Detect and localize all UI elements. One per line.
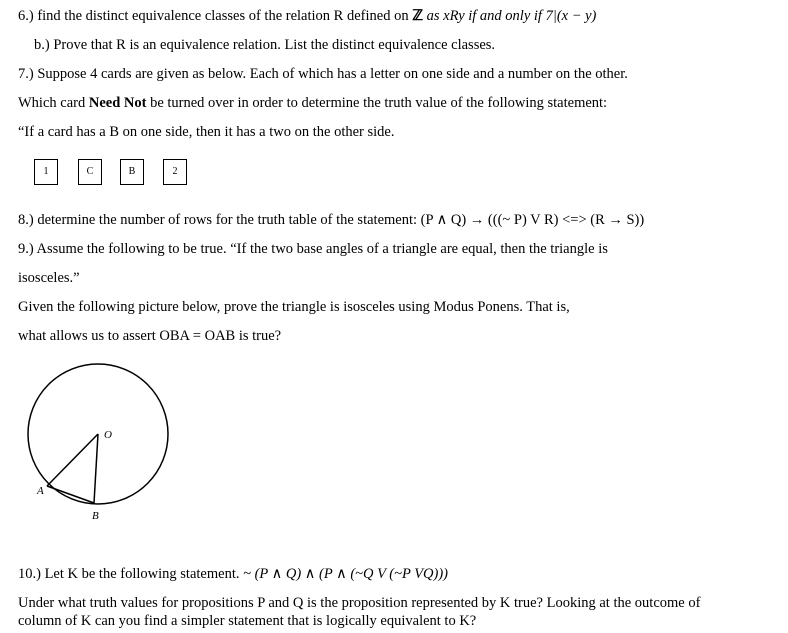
card-1: 1 <box>34 159 58 185</box>
q6-prefix: 6.) find the distinct equivalence classes of the relation R defined on <box>18 8 413 24</box>
q9-line4: what allows us to assert OBA = OAB is true? <box>18 328 282 344</box>
q7-line2-after: be turned over in order to determine the truth value of the following statement: <box>146 95 608 111</box>
segment-ob <box>94 434 98 503</box>
q7-line2 <box>18 94 607 112</box>
q7-line1: 7.) Suppose 4 cards are given as below. Each of which has a letter on one side and a number on the other. <box>18 66 628 82</box>
label-b: B <box>92 510 99 522</box>
q9-line2: isosceles.” <box>18 270 80 286</box>
q8-line: 8.) determine the number of rows for the truth table of the statement: (P ∧ Q) → (((~ P) V R) <=> (R → S)) <box>18 212 645 228</box>
q6-part-b: b.) Prove that R is an equivalence relation. List the distinct equivalence classes. <box>34 37 496 53</box>
segment-ab <box>47 486 94 503</box>
integers-symbol: ℤ <box>412 8 424 24</box>
q7-line3: “If a card has a B on one side, then it has a two on the other side. <box>18 124 395 140</box>
q10-line1 <box>18 565 448 583</box>
q6-line <box>18 7 596 25</box>
label-o: O <box>104 429 112 441</box>
label-a: A <box>37 485 44 497</box>
q10-prefix: 10.) Let K be the following statement. <box>18 566 244 582</box>
card-c: C <box>78 159 102 185</box>
q9-line3: Given the following picture below, prove the triangle is isosceles using Modus Ponens. That is, <box>18 299 570 315</box>
card-2: 2 <box>163 159 187 185</box>
q9-line1: 9.) Assume the following to be true. “If the two base angles of a triangle are equal, then the triangle is <box>18 241 608 257</box>
q6-condition: as xRy if and only if 7|(x − y) <box>423 8 597 24</box>
q10-formula: ~ (P ∧ Q) ∧ (P ∧ (~Q V (~P VQ))) <box>243 566 449 582</box>
q10-line3: column of K can you find a simpler statement that is logically equivalent to K? <box>18 613 477 629</box>
card-b: B <box>120 159 144 185</box>
q10-line2: Under what truth values for propositions P and Q is the proposition represented by K true? Looking at the outcome of <box>18 595 701 611</box>
q7-line2-before: Which card <box>18 95 89 111</box>
segment-oa <box>47 434 98 486</box>
triangle-circle-figure <box>22 360 182 530</box>
q7-emphasis: Need Not <box>88 95 147 111</box>
